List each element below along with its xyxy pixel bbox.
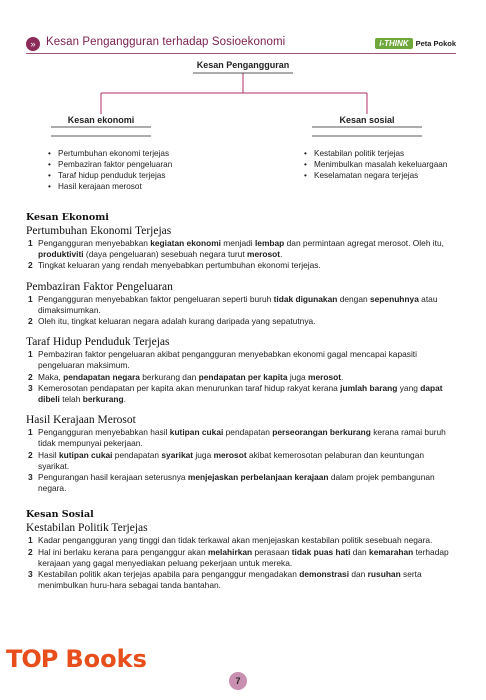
tree-map	[40, 60, 446, 200]
paragraph: 1 Pembaziran faktor pengeluaran akibat pengangguran menyebabkan ekonomi gagal mencapai kapasiti pengeluaran maksimum.	[28, 349, 417, 371]
paragraph	[26, 383, 456, 405]
subheading: Kestabilan Politik Terjejas	[26, 522, 148, 535]
paragraph-list	[26, 238, 456, 272]
topbooks-watermark	[6, 644, 147, 674]
item-number: 1	[28, 238, 33, 248]
ithink-badge	[375, 36, 456, 50]
paragraph-text: Pengangguran menyebabkan faktor pengeluaran seperti buruh tidak digunakan dengan sepenuhnya atau dimaksimumkan.	[38, 293, 438, 315]
paragraph-list	[26, 535, 456, 591]
item-number: 2	[28, 371, 33, 382]
list-item: • Hasil kerajaan merosot	[46, 181, 216, 192]
paragraph	[26, 238, 456, 260]
item-number: 3	[28, 382, 33, 393]
paragraph: 2 Tingkat keluaran yang rendah menyebabkan pertumbuhan ekonomi terjejas.	[28, 260, 321, 271]
paragraph	[26, 472, 456, 494]
list-item: • Pertumbuhan ekonomi terjejas	[46, 148, 216, 159]
item-number: 1	[28, 349, 33, 360]
tree-root-label: Kesan Pengangguran	[196, 60, 290, 70]
ekonomi-effects-list	[46, 148, 216, 192]
subheading: Pembaziran Faktor Pengeluaran	[26, 280, 173, 293]
header-rule	[26, 53, 456, 54]
list-item: • Kestabilan politik terjejas	[302, 148, 452, 159]
item-number: 2	[28, 546, 33, 557]
list-item: • Keselamatan negara terjejas	[302, 170, 452, 181]
subheading: Hasil Kerajaan Merosot	[26, 414, 136, 427]
list-item: • Taraf hidup penduduk terjejas	[46, 170, 216, 181]
list-item: • Pembaziran faktor pengeluaran	[46, 159, 216, 170]
paragraph	[26, 569, 456, 591]
section-heading-sosial: Kesan Sosial	[26, 509, 94, 521]
paragraph-text: Pengurangan hasil kerajaan seterusnya menjejaskan perbelanjaan kerajaan dalam projek pembangunan negara.	[38, 472, 435, 494]
item-number: 2	[28, 260, 33, 271]
item-number: 3	[28, 569, 33, 580]
paragraph	[26, 427, 456, 449]
page-header	[26, 34, 456, 54]
paragraph: 2 Oleh itu, tingkat keluaran negara adalah kurang daripada yang sepatutnya.	[28, 316, 316, 327]
paragraph-text: Kemerosotan pendapatan per kapita akan menurunkan taraf hidup rakyat kerana jumlah barang yang dapat dibeli telah berkurang.	[38, 382, 443, 405]
ithink-label: Peta Pokok	[415, 38, 456, 48]
chevron-right-icon: »	[26, 37, 40, 51]
item-number: 2	[28, 449, 33, 460]
item-number: 1	[28, 535, 33, 546]
paragraph	[26, 450, 456, 472]
page-number: 7	[229, 672, 247, 690]
tree-branch-ekonomi: Kesan ekonomi	[67, 115, 135, 125]
paragraph-text: Pengangguran menyebabkan kegiatan ekonomi menjadi lembap dan permintaan agregat merosot. Oleh itu, produktiviti (daya pengeluaran) sesebuah negara turut merosot.	[38, 238, 444, 260]
subheading: Pertumbuhan Ekonomi Terjejas	[26, 225, 172, 237]
tree-branch-sosial: Kesan sosial	[339, 115, 395, 125]
paragraph-text: Hasil kutipan cukai pendapatan syarikat juga merosot akibat kemerosotan pelaburan dan keuntungan syarikat.	[38, 449, 425, 471]
item-number: 3	[28, 472, 33, 483]
watermark-books: Books	[65, 645, 147, 673]
paragraph-list	[26, 294, 456, 328]
item-number: 1	[28, 427, 33, 438]
item-number: 1	[28, 293, 33, 304]
paragraph-list	[26, 349, 456, 405]
paragraph	[26, 372, 456, 383]
ithink-logo: i-THINK	[375, 38, 412, 49]
sosial-effects-list	[302, 148, 452, 181]
paragraph-list	[26, 427, 456, 494]
paragraph-text: Hal ini berlaku kerana para penganggur akan melahirkan perasaan tidak puas hati dan kemarahan terhadap kerajaan yang gagal menyediakan peluang pekerjaan untuk mereka.	[38, 546, 449, 568]
paragraph-text: Kestabilan politik akan terjejas apabila para penganggur mengadakan demonstrasi dan rusuhan serta menimbulkan huru-hara sebagai tanda bantahan.	[38, 569, 422, 591]
subheading: Taraf Hidup Penduduk Terjejas	[26, 336, 170, 349]
page-title: Kesan Pengangguran terhadap Sosioekonomi	[46, 36, 286, 48]
paragraph-text: Pengangguran menyebabkan hasil kutipan cukai pendapatan perseorangan berkurang kerana ramai buruh tidak mempunyai pekerjaan.	[38, 427, 446, 449]
paragraph	[26, 294, 456, 316]
section-heading-ekonomi: Kesan Ekonomi	[26, 212, 109, 223]
paragraph: 1 Kadar pengangguran yang tinggi dan tidak terkawal akan menjejaskan kestabilan politik sesebuah negara.	[28, 535, 433, 546]
paragraph-text: Maka, pendapatan negara berkurang dan pendapatan per kapita juga merosot.	[38, 371, 344, 382]
main-content	[26, 212, 456, 591]
paragraph	[26, 547, 456, 569]
watermark-top: TOP	[6, 645, 58, 673]
list-item: • Menimbulkan masalah kekeluargaan	[302, 159, 452, 170]
item-number: 2	[28, 316, 33, 327]
